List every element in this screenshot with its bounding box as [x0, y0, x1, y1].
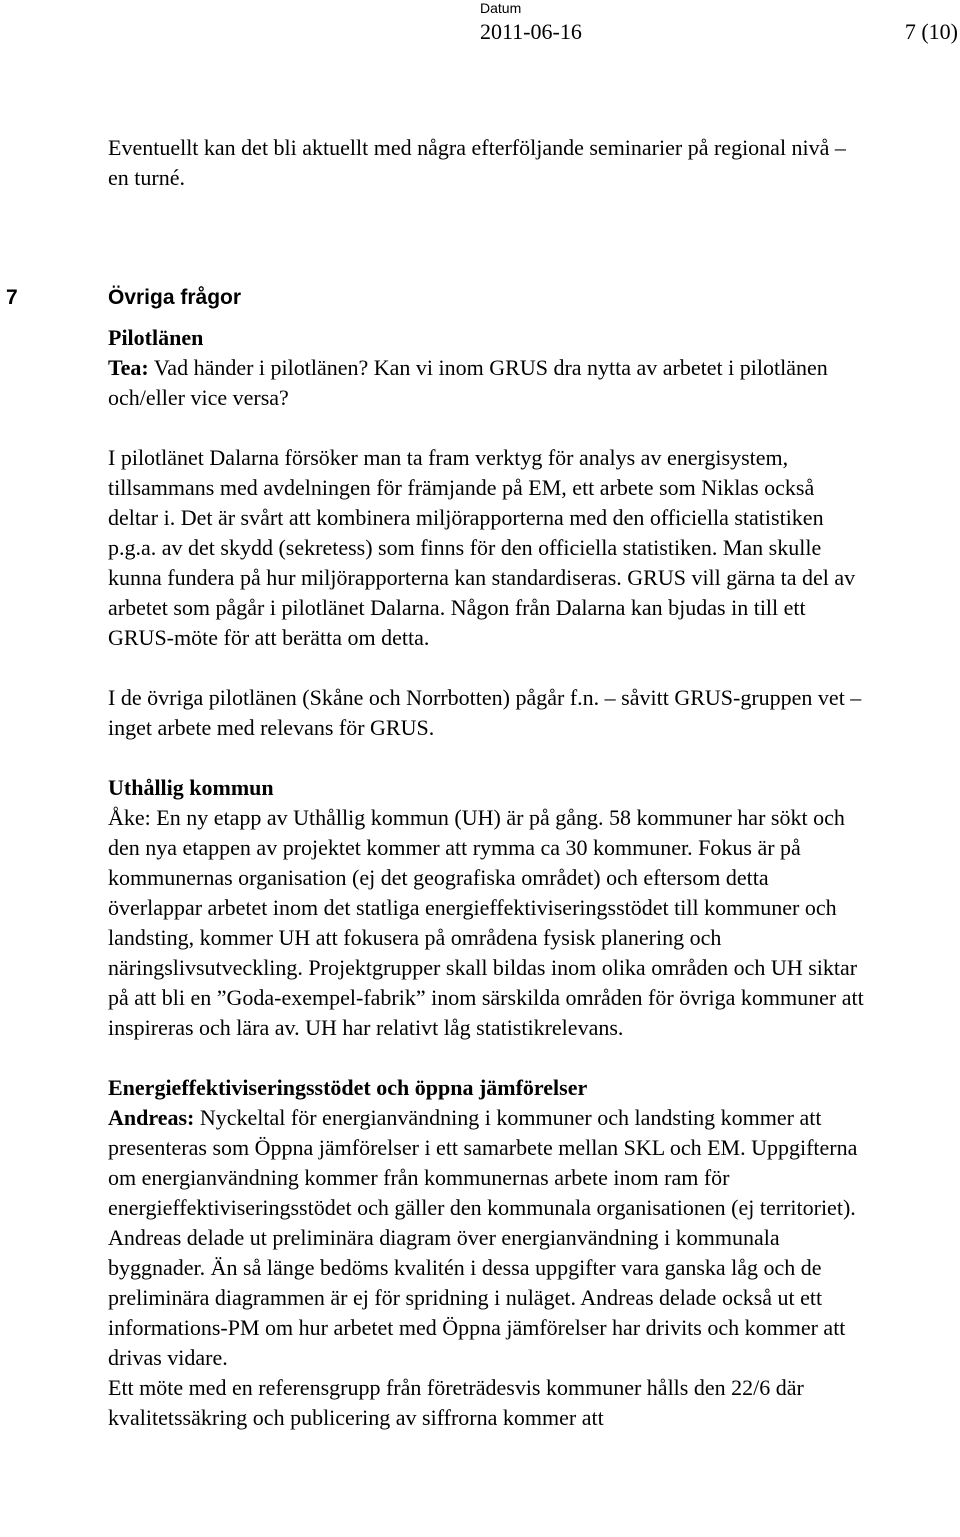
- section-title: Övriga frågor: [108, 286, 242, 309]
- question-text: Vad händer i pilotlänen? Kan vi inom GRUS dra nytta av arbetet i pilotlänen och/eller vice versa?: [108, 355, 828, 410]
- document-body: [6, 133, 868, 1433]
- section-7: [6, 283, 868, 1433]
- pilotlanen-question: [108, 353, 868, 413]
- energi-paragraph-2: Ett möte med en referensgrupp från företrädesvis kommuner hålls den 22/6 där kvalitetssäkring och publicering av siffrorna kommer att: [108, 1375, 804, 1430]
- section-heading: [6, 283, 868, 313]
- speaker-tea: Tea:: [108, 355, 149, 380]
- pilotlanen-paragraph-1: I pilotlänet Dalarna försöker man ta fram verktyg för analys av energisystem, tillsammans med avdelningen för främjande på EM, ett arbete som Niklas också deltar i. Det är svårt att kombinera miljörapporterna med den officiella statistiken p.g.a. av det skydd (sekretess) som finns för den officiella statistiken. Man skulle kunna fundera på hur miljörapporterna kan standardiseras. GRUS vill gärna ta del av arbetet som pågår i pilotlänet Dalarna. Någon från Dalarna kan bjudas in till ett GRUS-möte för att berätta om detta.: [108, 445, 856, 650]
- section-number: 7: [6, 286, 18, 309]
- uthallig-paragraph: Åke: En ny etapp av Uthållig kommun (UH) är på gång. 58 kommuner har sökt och den nya etappen av projektet kommer att rymma ca 30 kommuner. Fokus är på kommunernas organisation (ej det geografiska området) och eftersom detta överlappar arbetet inom det statliga energieffektiviseringsstödet till kommuner och landsting, kommer UH att fokusera på områdena fysisk planering och näringslivsutveckling. Projektgrupper skall bildas inom olika områden och UH siktar på att bli en ”Goda-exempel-fabrik” inom särskilda områden för övriga kommuner att inspireras och lära av. UH har relativt låg statistikrelevans.: [108, 805, 864, 1040]
- page-number: 7 (10): [904, 19, 958, 44]
- pilotlanen-paragraph-2: I de övriga pilotlänen (Skåne och Norrbotten) pågår f.n. – såvitt GRUS-gruppen vet – inget arbete med relevans för GRUS.: [108, 685, 862, 740]
- header-date: 2011-06-16: [480, 19, 582, 44]
- intro-paragraph: Eventuellt kan det bli aktuellt med några efterföljande seminarier på regional nivå – en turné.: [108, 135, 846, 190]
- subheading-uthallig-kommun: Uthållig kommun: [108, 775, 274, 800]
- energi-text: Nyckeltal för energianvändning i kommuner och landsting kommer att presenteras som Öppna jämförelser i ett samarbete mellan SKL och EM. Uppgifterna om energianvändning kommer från kommunernas arbete inom ram för energieffektiviseringsstödet och gäller den kommunala organisationen (ej territoriet). Andreas delade ut preliminära diagram över energianvändning i kommunala byggnader. Än så länge bedöms kvalitén i dessa uppgifter vara ganska låg och de preliminära diagrammen är ej för spridning i nuläget. Andreas delade också ut ett informations-PM om hur arbetet med Öppna jämförelser har drivits och kommer att drivas vidare.: [108, 1105, 858, 1370]
- speaker-andreas: Andreas:: [108, 1105, 195, 1130]
- subheading-energieffektivisering: Energieffektiviseringsstödet och öppna jämförelser: [108, 1075, 588, 1100]
- subheading-pilotlanen: Pilotlänen: [108, 325, 204, 350]
- energi-paragraph: [108, 1103, 868, 1373]
- header-date-label: Datum: [480, 0, 522, 16]
